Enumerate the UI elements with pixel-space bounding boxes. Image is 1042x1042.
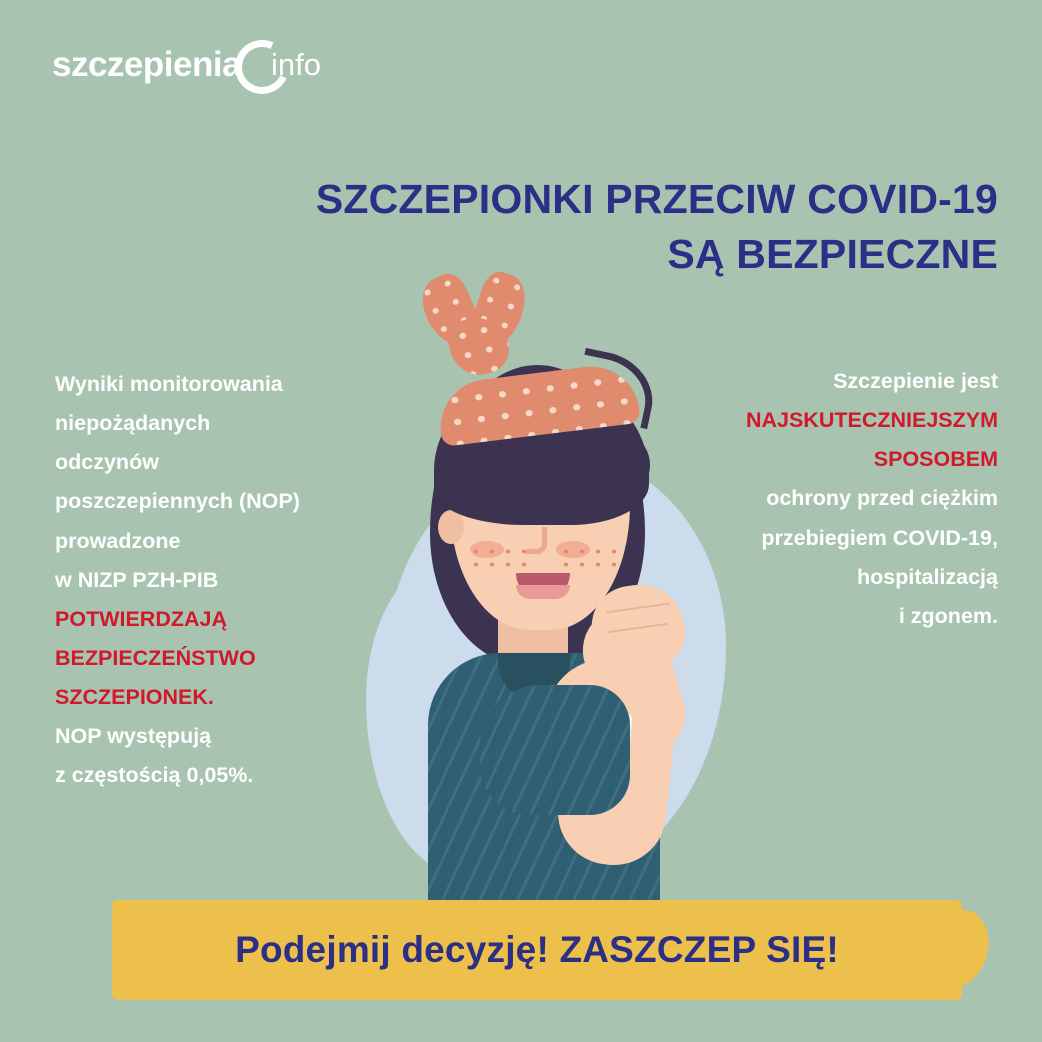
right-line-emphasis: SPOSOBEM — [873, 447, 998, 472]
nose — [526, 527, 547, 554]
c-ring-icon — [235, 40, 283, 88]
call-to-action-text: Podejmij decyzję! ZASZCZEP SIĘ! — [235, 929, 839, 970]
left-line: odczynów — [55, 450, 159, 475]
logo — [52, 38, 321, 90]
call-to-action-banner — [112, 900, 962, 1000]
left-text-column — [55, 365, 365, 795]
sleeve-stripes — [480, 685, 630, 815]
woman-flexing-illustration — [330, 255, 750, 895]
left-line: NOP występują — [55, 724, 212, 749]
logo-wordmark: szczepienia — [52, 44, 242, 84]
right-text-column — [688, 362, 998, 636]
left-line-emphasis: SZCZEPIONEK. — [55, 685, 214, 709]
right-line-emphasis: NAJSKUTECZNIEJSZYM — [745, 408, 998, 433]
freckles-right — [558, 545, 616, 569]
left-line: w NIZP PZH-PIB — [55, 567, 219, 592]
right-line: i zgonem. — [898, 603, 998, 628]
left-line: Wyniki monitorowania — [55, 372, 283, 396]
left-line: prowadzone — [55, 528, 181, 553]
left-line-emphasis: BEZPIECZEŃSTWO — [55, 645, 256, 670]
lower-lip — [516, 585, 570, 599]
ear — [438, 510, 464, 544]
freckles-left — [468, 545, 526, 569]
headline-line-2: SĄ BEZPIECZNE — [667, 230, 998, 277]
right-line: przebiegiem COVID-19, — [761, 525, 998, 550]
headline-line-1: SZCZEPIONKI PRZECIW COVID-19 — [315, 176, 998, 222]
left-line-emphasis: POTWIERDZAJĄ — [55, 606, 227, 631]
left-line: z częstością 0,05%. — [55, 763, 254, 788]
right-line: hospitalizacją — [857, 564, 998, 589]
right-line: Szczepienie jest — [833, 369, 998, 393]
logo-suffix: info — [271, 46, 322, 82]
left-line: niepożądanych — [55, 411, 211, 436]
left-line: poszczepiennych (NOP) — [55, 489, 300, 514]
right-line: ochrony przed ciężkim — [766, 486, 998, 511]
